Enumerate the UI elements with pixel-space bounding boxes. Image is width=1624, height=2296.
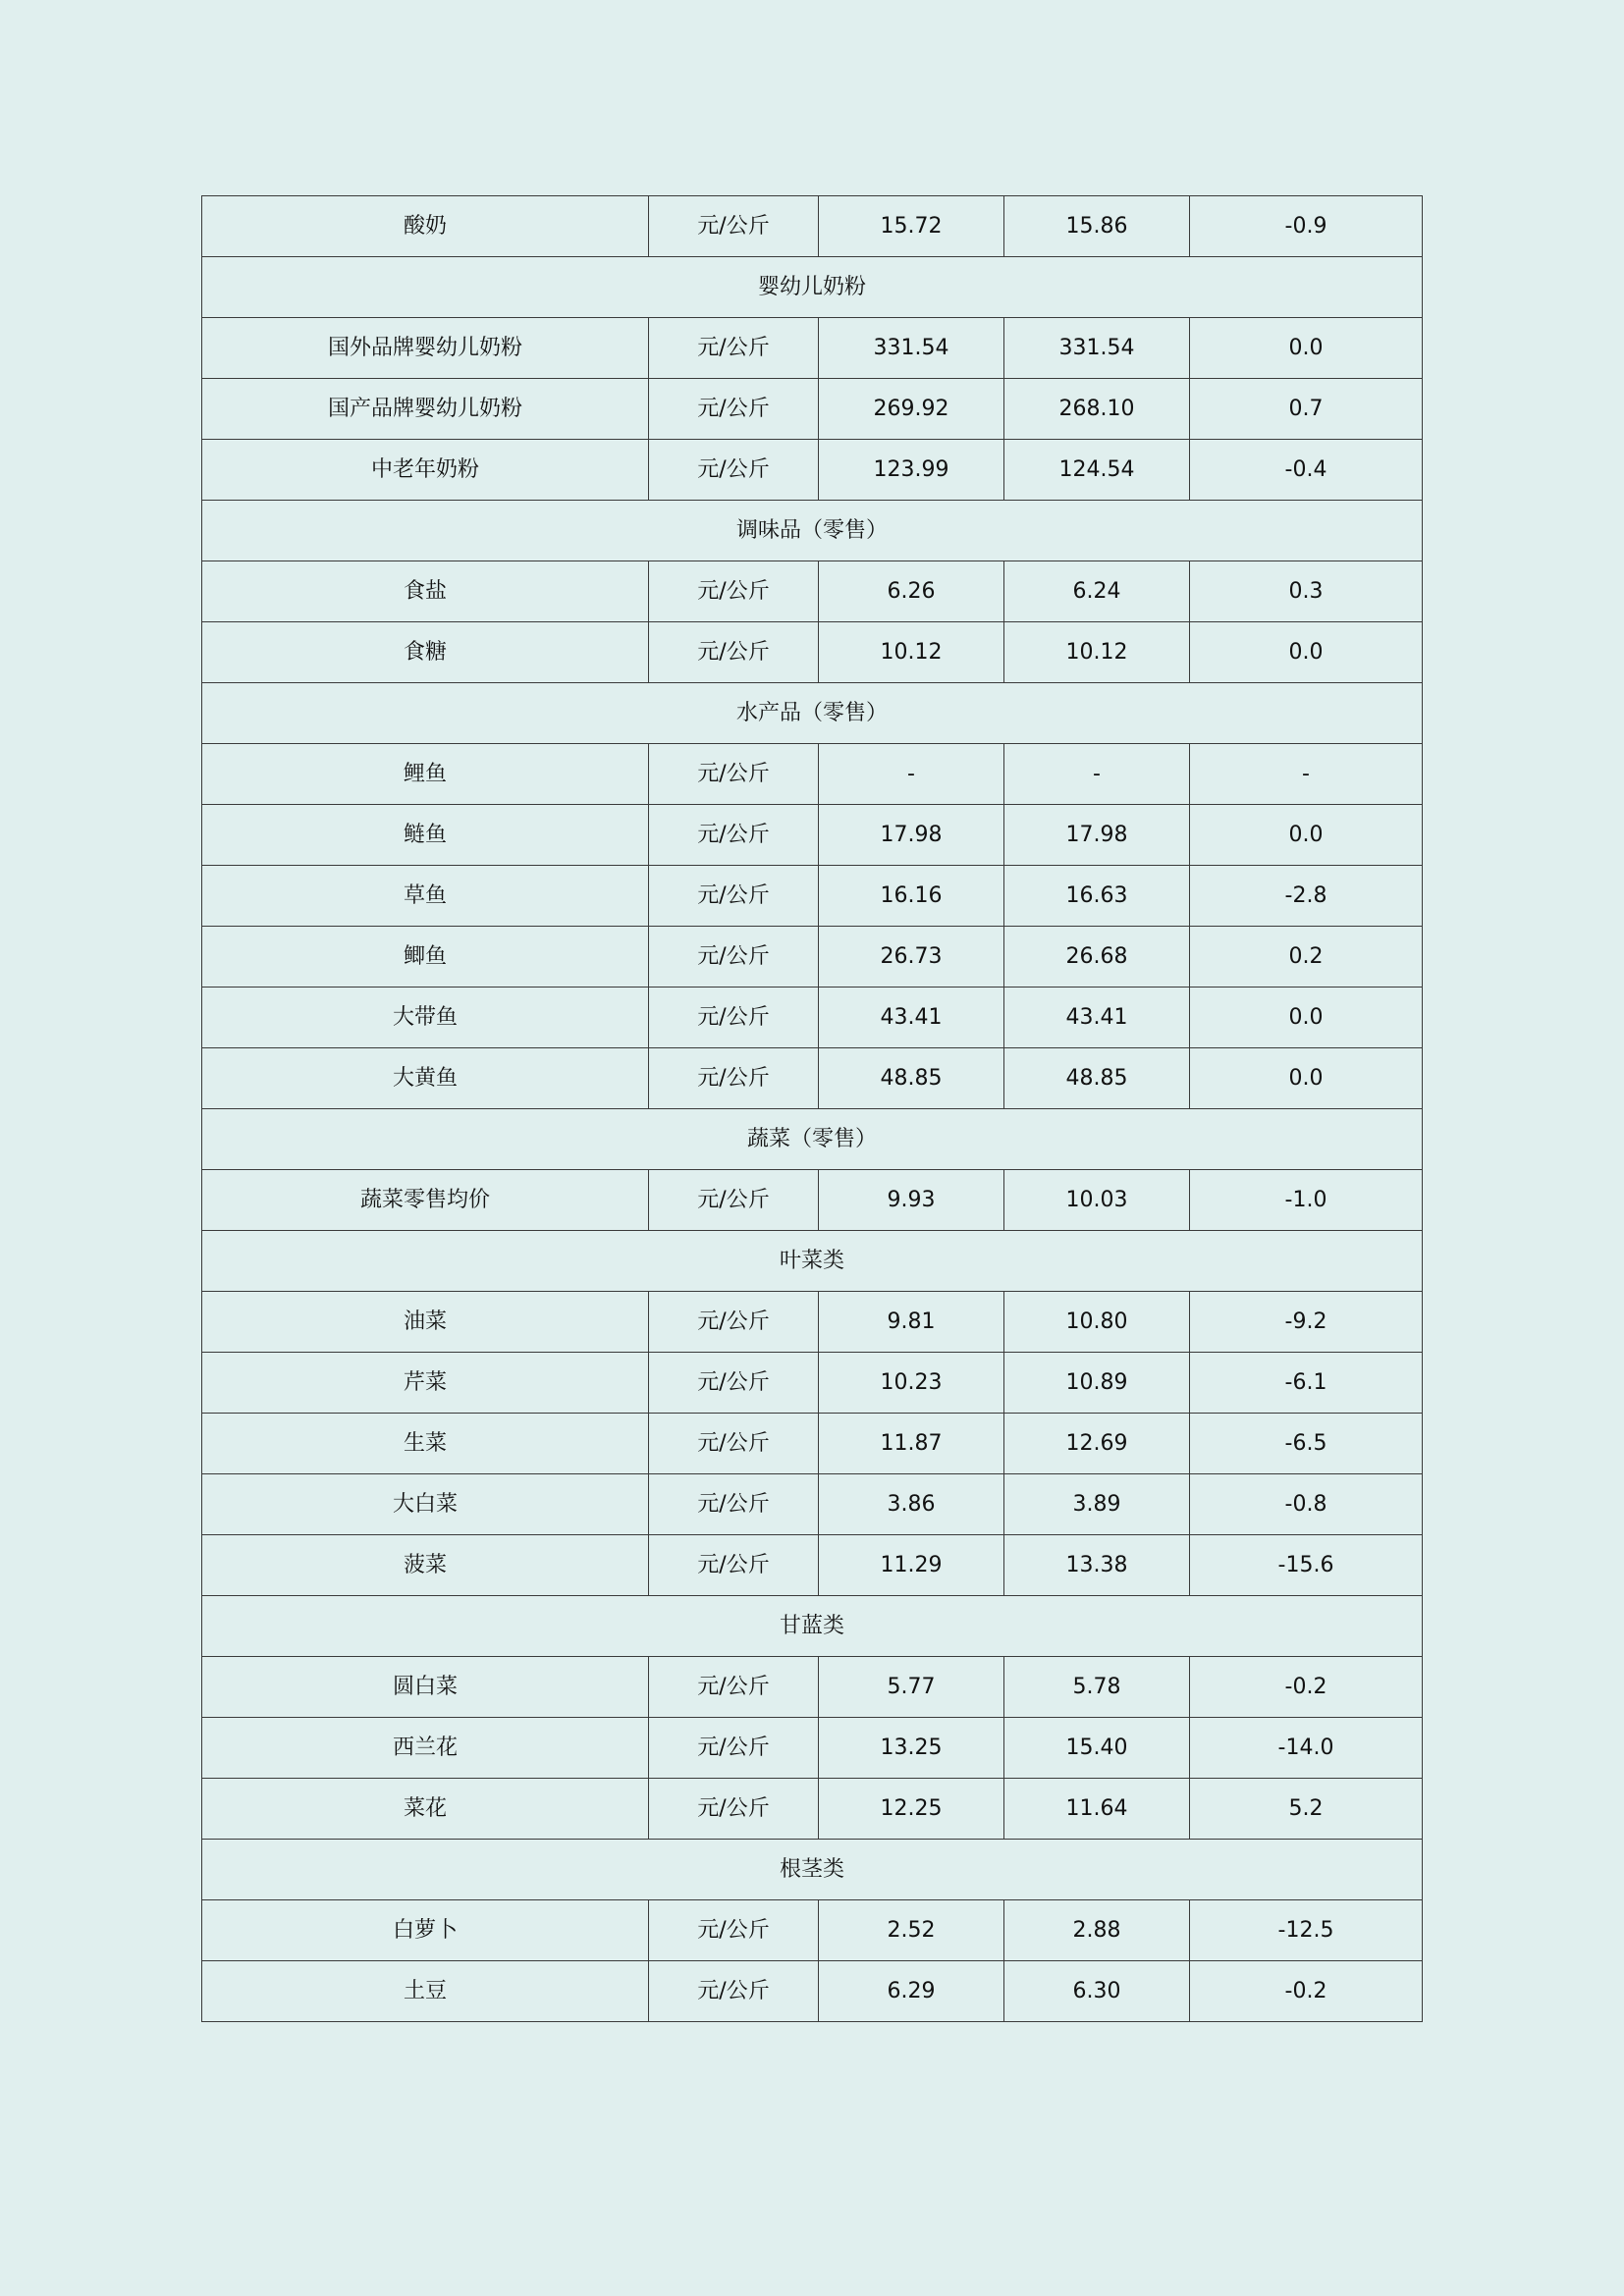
previous-price-cell: 17.98 <box>1004 805 1190 866</box>
current-price-cell: - <box>819 744 1004 805</box>
item-name-cell: 鲫鱼 <box>202 927 649 988</box>
change-percent-cell: -0.2 <box>1190 1961 1423 2022</box>
previous-price-cell: 124.54 <box>1004 440 1190 501</box>
change-percent-cell: 5.2 <box>1190 1779 1423 1840</box>
table-row <box>202 1474 1423 1535</box>
price-table <box>201 195 1423 2022</box>
current-price-cell: 9.81 <box>819 1292 1004 1353</box>
table-row <box>202 1353 1423 1414</box>
unit-cell: 元/公斤 <box>649 1657 819 1718</box>
change-percent-cell: - <box>1190 744 1423 805</box>
change-percent-cell: 0.7 <box>1190 379 1423 440</box>
current-price-cell: 26.73 <box>819 927 1004 988</box>
item-name-cell: 国产品牌婴幼儿奶粉 <box>202 379 649 440</box>
table-row <box>202 866 1423 927</box>
previous-price-cell: 13.38 <box>1004 1535 1190 1596</box>
change-percent-cell: -0.4 <box>1190 440 1423 501</box>
change-percent-cell: 0.0 <box>1190 1048 1423 1109</box>
previous-price-cell: 5.78 <box>1004 1657 1190 1718</box>
current-price-cell: 17.98 <box>819 805 1004 866</box>
change-percent-cell: -6.1 <box>1190 1353 1423 1414</box>
change-percent-cell: -6.5 <box>1190 1414 1423 1474</box>
section-title: 甘蓝类 <box>202 1596 1423 1657</box>
section-title: 根茎类 <box>202 1840 1423 1900</box>
table-row <box>202 988 1423 1048</box>
section-title: 调味品（零售） <box>202 501 1423 561</box>
change-percent-cell: 0.0 <box>1190 622 1423 683</box>
unit-cell: 元/公斤 <box>649 1292 819 1353</box>
unit-cell: 元/公斤 <box>649 927 819 988</box>
item-name-cell: 西兰花 <box>202 1718 649 1779</box>
unit-cell: 元/公斤 <box>649 1353 819 1414</box>
table-row <box>202 1900 1423 1961</box>
current-price-cell: 43.41 <box>819 988 1004 1048</box>
table-row <box>202 622 1423 683</box>
previous-price-cell: 26.68 <box>1004 927 1190 988</box>
table-row <box>202 1779 1423 1840</box>
item-name-cell: 大白菜 <box>202 1474 649 1535</box>
table-row <box>202 1292 1423 1353</box>
previous-price-cell: 12.69 <box>1004 1414 1190 1474</box>
item-name-cell: 圆白菜 <box>202 1657 649 1718</box>
unit-cell: 元/公斤 <box>649 988 819 1048</box>
change-percent-cell: 0.2 <box>1190 927 1423 988</box>
previous-price-cell: 6.30 <box>1004 1961 1190 2022</box>
previous-price-cell: - <box>1004 744 1190 805</box>
previous-price-cell: 268.10 <box>1004 379 1190 440</box>
current-price-cell: 6.29 <box>819 1961 1004 2022</box>
table-row <box>202 927 1423 988</box>
current-price-cell: 269.92 <box>819 379 1004 440</box>
current-price-cell: 12.25 <box>819 1779 1004 1840</box>
item-name-cell: 白萝卜 <box>202 1900 649 1961</box>
item-name-cell: 菠菜 <box>202 1535 649 1596</box>
table-row <box>202 1535 1423 1596</box>
section-title: 蔬菜（零售） <box>202 1109 1423 1170</box>
current-price-cell: 5.77 <box>819 1657 1004 1718</box>
change-percent-cell: -12.5 <box>1190 1900 1423 1961</box>
item-name-cell: 鲤鱼 <box>202 744 649 805</box>
unit-cell: 元/公斤 <box>649 1414 819 1474</box>
unit-cell: 元/公斤 <box>649 561 819 622</box>
current-price-cell: 16.16 <box>819 866 1004 927</box>
table-row <box>202 1718 1423 1779</box>
unit-cell: 元/公斤 <box>649 866 819 927</box>
change-percent-cell: 0.0 <box>1190 988 1423 1048</box>
unit-cell: 元/公斤 <box>649 622 819 683</box>
table-row <box>202 1048 1423 1109</box>
change-percent-cell: -0.9 <box>1190 196 1423 257</box>
table-row <box>202 1961 1423 2022</box>
change-percent-cell: -2.8 <box>1190 866 1423 927</box>
item-name-cell: 油菜 <box>202 1292 649 1353</box>
unit-cell: 元/公斤 <box>649 1779 819 1840</box>
unit-cell: 元/公斤 <box>649 379 819 440</box>
section-header-row <box>202 1840 1423 1900</box>
current-price-cell: 123.99 <box>819 440 1004 501</box>
change-percent-cell: -0.8 <box>1190 1474 1423 1535</box>
section-header-row <box>202 501 1423 561</box>
item-name-cell: 芹菜 <box>202 1353 649 1414</box>
current-price-cell: 10.23 <box>819 1353 1004 1414</box>
unit-cell: 元/公斤 <box>649 1535 819 1596</box>
unit-cell: 元/公斤 <box>649 1170 819 1231</box>
current-price-cell: 331.54 <box>819 318 1004 379</box>
current-price-cell: 11.29 <box>819 1535 1004 1596</box>
table-row <box>202 440 1423 501</box>
table-row <box>202 318 1423 379</box>
item-name-cell: 生菜 <box>202 1414 649 1474</box>
change-percent-cell: -9.2 <box>1190 1292 1423 1353</box>
table-row <box>202 561 1423 622</box>
item-name-cell: 草鱼 <box>202 866 649 927</box>
section-header-row <box>202 1109 1423 1170</box>
table-row <box>202 1170 1423 1231</box>
previous-price-cell: 15.86 <box>1004 196 1190 257</box>
change-percent-cell: 0.3 <box>1190 561 1423 622</box>
unit-cell: 元/公斤 <box>649 744 819 805</box>
unit-cell: 元/公斤 <box>649 1900 819 1961</box>
item-name-cell: 鲢鱼 <box>202 805 649 866</box>
table-row <box>202 1414 1423 1474</box>
change-percent-cell: 0.0 <box>1190 318 1423 379</box>
current-price-cell: 13.25 <box>819 1718 1004 1779</box>
item-name-cell: 酸奶 <box>202 196 649 257</box>
current-price-cell: 10.12 <box>819 622 1004 683</box>
item-name-cell: 中老年奶粉 <box>202 440 649 501</box>
item-name-cell: 土豆 <box>202 1961 649 2022</box>
section-header-row <box>202 257 1423 318</box>
unit-cell: 元/公斤 <box>649 318 819 379</box>
section-header-row <box>202 1231 1423 1292</box>
previous-price-cell: 10.12 <box>1004 622 1190 683</box>
current-price-cell: 11.87 <box>819 1414 1004 1474</box>
item-name-cell: 蔬菜零售均价 <box>202 1170 649 1231</box>
unit-cell: 元/公斤 <box>649 196 819 257</box>
table-row <box>202 379 1423 440</box>
unit-cell: 元/公斤 <box>649 1718 819 1779</box>
previous-price-cell: 331.54 <box>1004 318 1190 379</box>
section-title: 叶菜类 <box>202 1231 1423 1292</box>
table-row <box>202 196 1423 257</box>
previous-price-cell: 2.88 <box>1004 1900 1190 1961</box>
unit-cell: 元/公斤 <box>649 1048 819 1109</box>
price-table-body <box>202 196 1423 2022</box>
item-name-cell: 大黄鱼 <box>202 1048 649 1109</box>
previous-price-cell: 6.24 <box>1004 561 1190 622</box>
change-percent-cell: 0.0 <box>1190 805 1423 866</box>
unit-cell: 元/公斤 <box>649 440 819 501</box>
current-price-cell: 9.93 <box>819 1170 1004 1231</box>
previous-price-cell: 16.63 <box>1004 866 1190 927</box>
item-name-cell: 菜花 <box>202 1779 649 1840</box>
previous-price-cell: 10.89 <box>1004 1353 1190 1414</box>
previous-price-cell: 48.85 <box>1004 1048 1190 1109</box>
section-header-row <box>202 1596 1423 1657</box>
current-price-cell: 6.26 <box>819 561 1004 622</box>
item-name-cell: 食盐 <box>202 561 649 622</box>
change-percent-cell: -14.0 <box>1190 1718 1423 1779</box>
table-row <box>202 744 1423 805</box>
section-title: 婴幼儿奶粉 <box>202 257 1423 318</box>
item-name-cell: 食糖 <box>202 622 649 683</box>
item-name-cell: 国外品牌婴幼儿奶粉 <box>202 318 649 379</box>
change-percent-cell: -0.2 <box>1190 1657 1423 1718</box>
section-header-row <box>202 683 1423 744</box>
unit-cell: 元/公斤 <box>649 805 819 866</box>
current-price-cell: 15.72 <box>819 196 1004 257</box>
previous-price-cell: 10.03 <box>1004 1170 1190 1231</box>
previous-price-cell: 43.41 <box>1004 988 1190 1048</box>
item-name-cell: 大带鱼 <box>202 988 649 1048</box>
unit-cell: 元/公斤 <box>649 1474 819 1535</box>
section-title: 水产品（零售） <box>202 683 1423 744</box>
table-row <box>202 805 1423 866</box>
previous-price-cell: 10.80 <box>1004 1292 1190 1353</box>
change-percent-cell: -15.6 <box>1190 1535 1423 1596</box>
previous-price-cell: 11.64 <box>1004 1779 1190 1840</box>
current-price-cell: 48.85 <box>819 1048 1004 1109</box>
unit-cell: 元/公斤 <box>649 1961 819 2022</box>
previous-price-cell: 3.89 <box>1004 1474 1190 1535</box>
table-row <box>202 1657 1423 1718</box>
previous-price-cell: 15.40 <box>1004 1718 1190 1779</box>
change-percent-cell: -1.0 <box>1190 1170 1423 1231</box>
current-price-cell: 2.52 <box>819 1900 1004 1961</box>
current-price-cell: 3.86 <box>819 1474 1004 1535</box>
